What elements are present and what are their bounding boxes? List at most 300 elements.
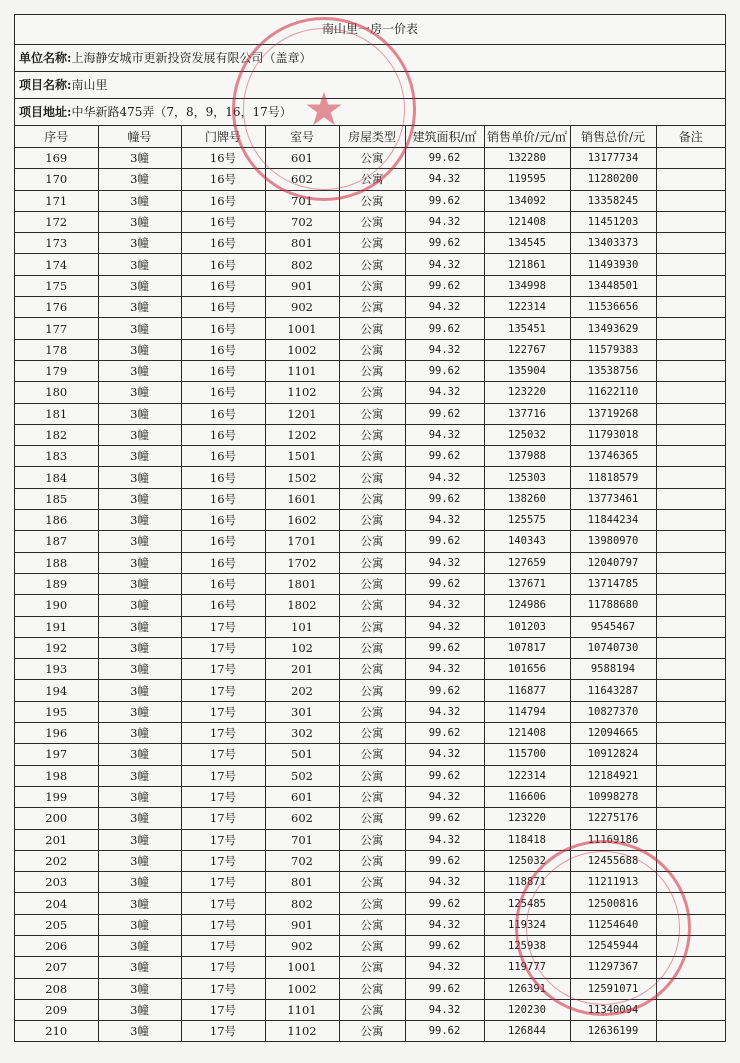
header-building: 幢号 xyxy=(98,126,181,148)
cell-house-type: 公寓 xyxy=(339,893,405,914)
cell-seq: 175 xyxy=(15,275,98,296)
cell-door-no: 17号 xyxy=(181,999,265,1020)
cell-seq: 194 xyxy=(15,680,98,701)
cell-door-no: 16号 xyxy=(181,467,265,488)
table-row xyxy=(15,957,725,978)
cell-room-no: 1702 xyxy=(265,552,339,573)
cell-house-type: 公寓 xyxy=(339,446,405,467)
cell-total-price: 11493930 xyxy=(570,254,656,275)
cell-unit-price: 125485 xyxy=(484,893,570,914)
cell-area: 94.32 xyxy=(405,254,484,275)
cell-room-no: 102 xyxy=(265,637,339,658)
cell-door-no: 16号 xyxy=(181,233,265,254)
cell-remarks xyxy=(656,957,725,978)
cell-remarks xyxy=(656,595,725,616)
cell-house-type: 公寓 xyxy=(339,531,405,552)
table-row xyxy=(15,424,725,445)
cell-area: 94.32 xyxy=(405,424,484,445)
cell-building: 3幢 xyxy=(98,382,181,403)
cell-area: 99.62 xyxy=(405,360,484,381)
cell-door-no: 17号 xyxy=(181,935,265,956)
cell-door-no: 17号 xyxy=(181,744,265,765)
unit-name-label: 单位名称: xyxy=(19,51,72,65)
cell-door-no: 16号 xyxy=(181,275,265,296)
cell-room-no: 701 xyxy=(265,190,339,211)
cell-house-type: 公寓 xyxy=(339,935,405,956)
table-row xyxy=(15,829,725,850)
cell-unit-price: 126844 xyxy=(484,1021,570,1042)
cell-area: 99.62 xyxy=(405,808,484,829)
cell-total-price: 13980970 xyxy=(570,531,656,552)
cell-unit-price: 120230 xyxy=(484,999,570,1020)
cell-seq: 174 xyxy=(15,254,98,275)
cell-area: 94.32 xyxy=(405,382,484,403)
cell-building: 3幢 xyxy=(98,211,181,232)
cell-total-price: 11297367 xyxy=(570,957,656,978)
cell-unit-price: 127659 xyxy=(484,552,570,573)
cell-total-price: 12636199 xyxy=(570,1021,656,1042)
cell-remarks xyxy=(656,233,725,254)
table-row xyxy=(15,148,725,169)
cell-remarks xyxy=(656,254,725,275)
table-header-row xyxy=(15,126,725,148)
cell-room-no: 1002 xyxy=(265,339,339,360)
project-address-label: 项目地址: xyxy=(19,105,72,119)
cell-unit-price: 114794 xyxy=(484,701,570,722)
cell-area: 94.32 xyxy=(405,169,484,190)
cell-total-price: 13538756 xyxy=(570,360,656,381)
table-row xyxy=(15,999,725,1020)
cell-area: 99.62 xyxy=(405,935,484,956)
cell-remarks xyxy=(656,808,725,829)
cell-remarks xyxy=(656,616,725,637)
cell-room-no: 502 xyxy=(265,765,339,786)
cell-area: 99.62 xyxy=(405,148,484,169)
cell-building: 3幢 xyxy=(98,573,181,594)
cell-total-price: 12591071 xyxy=(570,978,656,999)
cell-area: 99.62 xyxy=(405,531,484,552)
cell-area: 99.62 xyxy=(405,850,484,871)
cell-house-type: 公寓 xyxy=(339,275,405,296)
cell-remarks xyxy=(656,148,725,169)
table-row xyxy=(15,1021,725,1042)
cell-room-no: 1201 xyxy=(265,403,339,424)
table-row xyxy=(15,573,725,594)
cell-area: 99.62 xyxy=(405,1021,484,1042)
cell-unit-price: 137988 xyxy=(484,446,570,467)
cell-house-type: 公寓 xyxy=(339,148,405,169)
cell-remarks xyxy=(656,701,725,722)
cell-unit-price: 122314 xyxy=(484,765,570,786)
cell-door-no: 16号 xyxy=(181,552,265,573)
cell-total-price: 12094665 xyxy=(570,723,656,744)
cell-building: 3幢 xyxy=(98,872,181,893)
cell-room-no: 1602 xyxy=(265,510,339,531)
cell-remarks xyxy=(656,637,725,658)
cell-door-no: 17号 xyxy=(181,914,265,935)
cell-house-type: 公寓 xyxy=(339,360,405,381)
cell-building: 3幢 xyxy=(98,637,181,658)
cell-seq: 198 xyxy=(15,765,98,786)
cell-seq: 186 xyxy=(15,510,98,531)
cell-remarks xyxy=(656,680,725,701)
cell-unit-price: 119777 xyxy=(484,957,570,978)
cell-remarks xyxy=(656,190,725,211)
cell-area: 99.62 xyxy=(405,573,484,594)
cell-total-price: 12275176 xyxy=(570,808,656,829)
cell-remarks xyxy=(656,360,725,381)
cell-total-price: 11844234 xyxy=(570,510,656,531)
cell-total-price: 11643287 xyxy=(570,680,656,701)
cell-total-price: 13773461 xyxy=(570,488,656,509)
cell-house-type: 公寓 xyxy=(339,573,405,594)
cell-house-type: 公寓 xyxy=(339,616,405,637)
cell-building: 3幢 xyxy=(98,531,181,552)
cell-building: 3幢 xyxy=(98,318,181,339)
cell-remarks xyxy=(656,510,725,531)
cell-house-type: 公寓 xyxy=(339,424,405,445)
cell-building: 3幢 xyxy=(98,808,181,829)
cell-door-no: 16号 xyxy=(181,190,265,211)
star-icon: ★ xyxy=(303,82,345,136)
cell-seq: 196 xyxy=(15,723,98,744)
cell-seq: 179 xyxy=(15,360,98,381)
price-table xyxy=(15,126,725,1041)
cell-room-no: 1501 xyxy=(265,446,339,467)
cell-room-no: 302 xyxy=(265,723,339,744)
table-row xyxy=(15,701,725,722)
table-row xyxy=(15,893,725,914)
table-row xyxy=(15,233,725,254)
cell-door-no: 17号 xyxy=(181,850,265,871)
cell-total-price: 13746365 xyxy=(570,446,656,467)
cell-area: 99.62 xyxy=(405,403,484,424)
cell-total-price: 12500816 xyxy=(570,893,656,914)
cell-room-no: 1601 xyxy=(265,488,339,509)
cell-seq: 189 xyxy=(15,573,98,594)
cell-door-no: 16号 xyxy=(181,339,265,360)
cell-building: 3幢 xyxy=(98,190,181,211)
cell-seq: 210 xyxy=(15,1021,98,1042)
cell-room-no: 601 xyxy=(265,148,339,169)
cell-area: 94.32 xyxy=(405,211,484,232)
cell-door-no: 16号 xyxy=(181,531,265,552)
cell-unit-price: 119595 xyxy=(484,169,570,190)
cell-door-no: 17号 xyxy=(181,786,265,807)
cell-building: 3幢 xyxy=(98,829,181,850)
cell-room-no: 1801 xyxy=(265,573,339,594)
cell-total-price: 11818579 xyxy=(570,467,656,488)
project-name-label: 项目名称: xyxy=(19,78,72,92)
cell-building: 3幢 xyxy=(98,893,181,914)
cell-door-no: 16号 xyxy=(181,488,265,509)
cell-house-type: 公寓 xyxy=(339,254,405,275)
cell-unit-price: 101656 xyxy=(484,659,570,680)
cell-unit-price: 125032 xyxy=(484,424,570,445)
table-row xyxy=(15,211,725,232)
table-row xyxy=(15,680,725,701)
cell-remarks xyxy=(656,786,725,807)
cell-door-no: 16号 xyxy=(181,297,265,318)
cell-seq: 191 xyxy=(15,616,98,637)
cell-building: 3幢 xyxy=(98,510,181,531)
table-row xyxy=(15,382,725,403)
cell-remarks xyxy=(656,424,725,445)
cell-total-price: 10998278 xyxy=(570,786,656,807)
cell-unit-price: 134998 xyxy=(484,275,570,296)
cell-area: 94.32 xyxy=(405,914,484,935)
cell-seq: 199 xyxy=(15,786,98,807)
cell-remarks xyxy=(656,723,725,744)
cell-door-no: 17号 xyxy=(181,829,265,850)
cell-remarks xyxy=(656,382,725,403)
cell-house-type: 公寓 xyxy=(339,957,405,978)
cell-room-no: 802 xyxy=(265,254,339,275)
cell-room-no: 801 xyxy=(265,872,339,893)
cell-remarks xyxy=(656,531,725,552)
cell-total-price: 12040797 xyxy=(570,552,656,573)
cell-unit-price: 134545 xyxy=(484,233,570,254)
cell-door-no: 17号 xyxy=(181,765,265,786)
cell-door-no: 16号 xyxy=(181,595,265,616)
table-row xyxy=(15,786,725,807)
cell-remarks xyxy=(656,872,725,893)
cell-seq: 180 xyxy=(15,382,98,403)
cell-unit-price: 123220 xyxy=(484,808,570,829)
cell-unit-price: 125303 xyxy=(484,467,570,488)
cell-house-type: 公寓 xyxy=(339,808,405,829)
cell-building: 3幢 xyxy=(98,403,181,424)
cell-building: 3幢 xyxy=(98,360,181,381)
table-row xyxy=(15,616,725,637)
cell-seq: 201 xyxy=(15,829,98,850)
cell-seq: 208 xyxy=(15,978,98,999)
table-row xyxy=(15,808,725,829)
cell-house-type: 公寓 xyxy=(339,637,405,658)
project-address-value: 中华新路475弄（7，8，9，16，17号） xyxy=(71,105,292,119)
project-name-row xyxy=(15,72,725,99)
cell-door-no: 16号 xyxy=(181,211,265,232)
cell-door-no: 17号 xyxy=(181,978,265,999)
cell-total-price: 13403373 xyxy=(570,233,656,254)
table-row xyxy=(15,978,725,999)
table-row xyxy=(15,531,725,552)
header-total-price: 销售总价/元 xyxy=(570,126,656,148)
cell-remarks xyxy=(656,488,725,509)
cell-house-type: 公寓 xyxy=(339,595,405,616)
cell-unit-price: 118871 xyxy=(484,872,570,893)
cell-total-price: 11254640 xyxy=(570,914,656,935)
cell-room-no: 902 xyxy=(265,297,339,318)
cell-unit-price: 121408 xyxy=(484,723,570,744)
cell-house-type: 公寓 xyxy=(339,510,405,531)
cell-house-type: 公寓 xyxy=(339,999,405,1020)
table-row xyxy=(15,914,725,935)
cell-remarks xyxy=(656,275,725,296)
cell-door-no: 17号 xyxy=(181,723,265,744)
cell-total-price: 11211913 xyxy=(570,872,656,893)
cell-seq: 205 xyxy=(15,914,98,935)
table-row xyxy=(15,765,725,786)
cell-remarks xyxy=(656,935,725,956)
cell-house-type: 公寓 xyxy=(339,233,405,254)
cell-unit-price: 137716 xyxy=(484,403,570,424)
cell-remarks xyxy=(656,552,725,573)
cell-building: 3幢 xyxy=(98,467,181,488)
cell-seq: 169 xyxy=(15,148,98,169)
cell-area: 99.62 xyxy=(405,765,484,786)
cell-area: 94.32 xyxy=(405,786,484,807)
cell-seq: 200 xyxy=(15,808,98,829)
cell-room-no: 702 xyxy=(265,211,339,232)
cell-house-type: 公寓 xyxy=(339,297,405,318)
header-area: 建筑面积/㎡ xyxy=(405,126,484,148)
cell-seq: 187 xyxy=(15,531,98,552)
cell-room-no: 802 xyxy=(265,893,339,914)
cell-remarks xyxy=(656,403,725,424)
cell-unit-price: 126391 xyxy=(484,978,570,999)
table-row xyxy=(15,659,725,680)
cell-seq: 172 xyxy=(15,211,98,232)
cell-room-no: 902 xyxy=(265,935,339,956)
table-row xyxy=(15,275,725,296)
cell-seq: 209 xyxy=(15,999,98,1020)
cell-door-no: 17号 xyxy=(181,637,265,658)
cell-seq: 181 xyxy=(15,403,98,424)
table-row xyxy=(15,318,725,339)
cell-area: 99.62 xyxy=(405,275,484,296)
cell-remarks xyxy=(656,659,725,680)
cell-total-price: 10912824 xyxy=(570,744,656,765)
cell-house-type: 公寓 xyxy=(339,169,405,190)
cell-area: 99.62 xyxy=(405,488,484,509)
cell-total-price: 11622110 xyxy=(570,382,656,403)
cell-building: 3幢 xyxy=(98,935,181,956)
cell-house-type: 公寓 xyxy=(339,680,405,701)
cell-seq: 193 xyxy=(15,659,98,680)
table-row xyxy=(15,339,725,360)
cell-room-no: 1102 xyxy=(265,382,339,403)
cell-building: 3幢 xyxy=(98,765,181,786)
cell-area: 94.32 xyxy=(405,701,484,722)
cell-building: 3幢 xyxy=(98,275,181,296)
cell-seq: 204 xyxy=(15,893,98,914)
cell-area: 94.32 xyxy=(405,829,484,850)
table-body xyxy=(15,148,725,1042)
cell-total-price: 13493629 xyxy=(570,318,656,339)
cell-unit-price: 124986 xyxy=(484,595,570,616)
cell-house-type: 公寓 xyxy=(339,552,405,573)
header-unit-price: 销售单价/元/㎡ xyxy=(484,126,570,148)
cell-room-no: 202 xyxy=(265,680,339,701)
table-row xyxy=(15,169,725,190)
cell-building: 3幢 xyxy=(98,616,181,637)
cell-remarks xyxy=(656,765,725,786)
cell-seq: 182 xyxy=(15,424,98,445)
cell-house-type: 公寓 xyxy=(339,339,405,360)
cell-unit-price: 135451 xyxy=(484,318,570,339)
cell-building: 3幢 xyxy=(98,701,181,722)
table-row xyxy=(15,872,725,893)
cell-area: 99.62 xyxy=(405,723,484,744)
project-name-value: 南山里 xyxy=(71,78,108,92)
cell-room-no: 901 xyxy=(265,914,339,935)
cell-building: 3幢 xyxy=(98,424,181,445)
cell-room-no: 301 xyxy=(265,701,339,722)
cell-total-price: 13177734 xyxy=(570,148,656,169)
cell-area: 99.62 xyxy=(405,190,484,211)
cell-seq: 197 xyxy=(15,744,98,765)
cell-room-no: 701 xyxy=(265,829,339,850)
cell-house-type: 公寓 xyxy=(339,850,405,871)
cell-unit-price: 116606 xyxy=(484,786,570,807)
cell-seq: 188 xyxy=(15,552,98,573)
cell-remarks xyxy=(656,339,725,360)
cell-building: 3幢 xyxy=(98,297,181,318)
header-house-type: 房屋类型 xyxy=(339,126,405,148)
cell-area: 99.62 xyxy=(405,446,484,467)
cell-seq: 177 xyxy=(15,318,98,339)
cell-total-price: 10740730 xyxy=(570,637,656,658)
cell-building: 3幢 xyxy=(98,786,181,807)
cell-unit-price: 137671 xyxy=(484,573,570,594)
cell-room-no: 1001 xyxy=(265,318,339,339)
cell-remarks xyxy=(656,211,725,232)
cell-seq: 190 xyxy=(15,595,98,616)
cell-unit-price: 140343 xyxy=(484,531,570,552)
cell-room-no: 1701 xyxy=(265,531,339,552)
cell-seq: 170 xyxy=(15,169,98,190)
cell-house-type: 公寓 xyxy=(339,659,405,680)
cell-area: 94.32 xyxy=(405,957,484,978)
cell-house-type: 公寓 xyxy=(339,318,405,339)
cell-area: 99.62 xyxy=(405,318,484,339)
cell-door-no: 16号 xyxy=(181,446,265,467)
cell-building: 3幢 xyxy=(98,339,181,360)
cell-total-price: 10827370 xyxy=(570,701,656,722)
cell-seq: 176 xyxy=(15,297,98,318)
cell-area: 94.32 xyxy=(405,510,484,531)
cell-building: 3幢 xyxy=(98,595,181,616)
cell-unit-price: 122767 xyxy=(484,339,570,360)
cell-total-price: 12545944 xyxy=(570,935,656,956)
cell-house-type: 公寓 xyxy=(339,872,405,893)
cell-unit-price: 138260 xyxy=(484,488,570,509)
cell-building: 3幢 xyxy=(98,680,181,701)
cell-door-no: 16号 xyxy=(181,573,265,594)
price-sheet xyxy=(14,14,726,1042)
cell-area: 94.32 xyxy=(405,595,484,616)
cell-remarks xyxy=(656,467,725,488)
document-title: 南山里一房一价表 xyxy=(15,15,725,45)
cell-building: 3幢 xyxy=(98,254,181,275)
cell-total-price: 11793018 xyxy=(570,424,656,445)
cell-door-no: 17号 xyxy=(181,701,265,722)
table-row xyxy=(15,297,725,318)
cell-unit-price: 118418 xyxy=(484,829,570,850)
cell-house-type: 公寓 xyxy=(339,765,405,786)
cell-door-no: 16号 xyxy=(181,169,265,190)
cell-seq: 173 xyxy=(15,233,98,254)
cell-house-type: 公寓 xyxy=(339,382,405,403)
cell-room-no: 602 xyxy=(265,169,339,190)
cell-unit-price: 121861 xyxy=(484,254,570,275)
cell-house-type: 公寓 xyxy=(339,488,405,509)
project-address-row xyxy=(15,99,725,126)
cell-door-no: 16号 xyxy=(181,148,265,169)
cell-area: 94.32 xyxy=(405,339,484,360)
cell-remarks xyxy=(656,893,725,914)
